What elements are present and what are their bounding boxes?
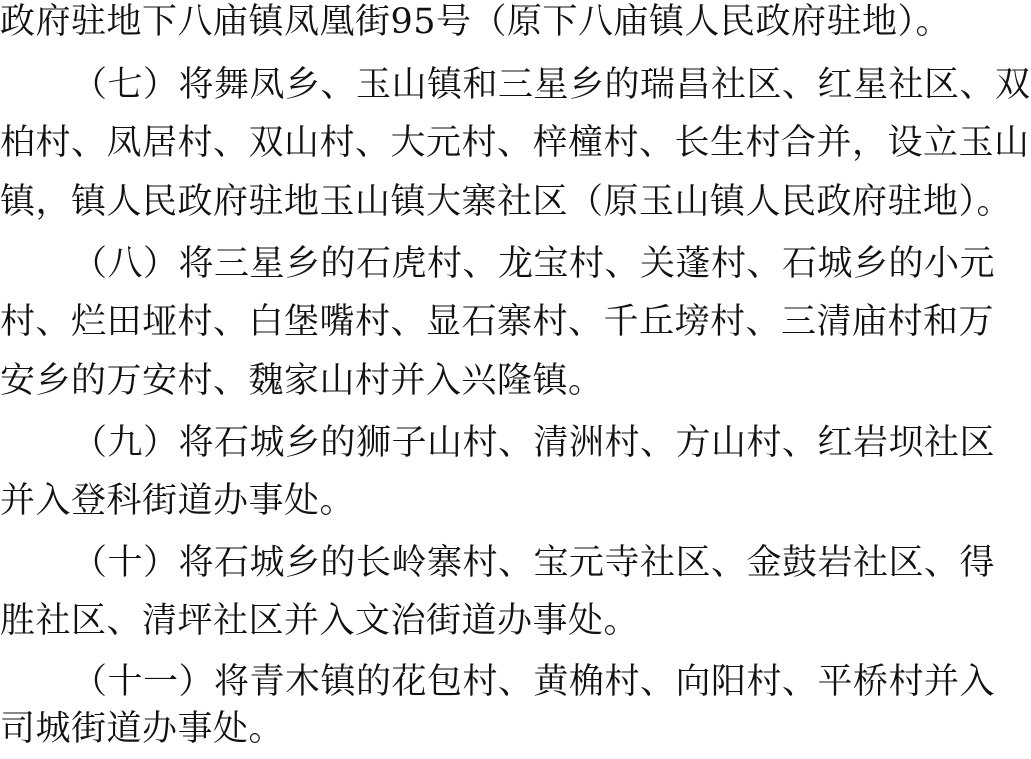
paragraph-8-line-1: （八）将三星乡的石虎村、龙宝村、关蓬村、石城乡的小元	[72, 244, 996, 284]
paragraph-7-line-2: 柏村、凤居村、双山村、大元村、梓橦村、长生村合并，设立玉山	[0, 123, 1030, 163]
paragraph-11-line-2: 司城街道办事处。	[0, 709, 285, 749]
text-line-1: 政府驻地下八庙镇凤凰街95号（原下八庙镇人民政府驻地）。	[0, 2, 952, 42]
paragraph-10-line-1: （十）将石城乡的长岭寨村、宝元寺社区、金鼓岩社区、得	[72, 543, 996, 583]
paragraph-10-line-2: 胜社区、清坪社区并入文治街道办事处。	[0, 601, 640, 641]
paragraph-7-line-3: 镇，镇人民政府驻地玉山镇大寨社区（原玉山镇人民政府驻地）。	[0, 182, 1013, 222]
paragraph-8-line-2: 村、烂田垭村、白堡嘴村、显石寨村、千丘塝村、三清庙村和万	[0, 302, 995, 342]
paragraph-8-line-3: 安乡的万安村、魏家山村并入兴隆镇。	[0, 361, 604, 401]
paragraph-7-line-1: （七）将舞凤乡、玉山镇和三星乡的瑞昌社区、红星社区、双	[72, 65, 1031, 105]
paragraph-11-line-1: （十一）将青木镇的花包村、黄桷村、向阳村、平桥村并入	[72, 662, 996, 702]
paragraph-9-line-1: （九）将石城乡的狮子山村、清洲村、方山村、红岩坝社区	[72, 423, 996, 463]
paragraph-9-line-2: 并入登科街道办事处。	[0, 481, 356, 521]
